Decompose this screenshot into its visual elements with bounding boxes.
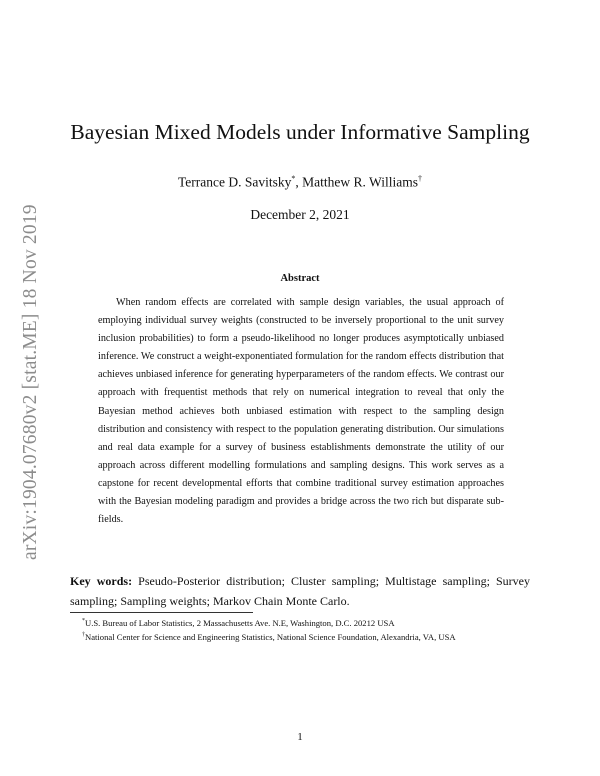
author-line [0, 174, 600, 191]
footnote-rule [70, 612, 253, 613]
arxiv-stamp: arXiv:1904.07680v2 [stat.ME] 18 Nov 2019 [20, 204, 41, 560]
paper-title: Bayesian Mixed Models under Informative Sampling [70, 120, 530, 144]
footnote-item [82, 615, 456, 629]
abstract-heading: Abstract [280, 273, 320, 284]
footnote-mark: * [291, 174, 296, 183]
author-name: Terrance D. Savitsky [178, 174, 292, 190]
page-number: 1 [297, 731, 303, 743]
abstract-body: When random effects are correlated with sample design variables, the usual approach of employing individual survey weights (constructed to be inversely proportional to the unit survey inclusion probabilities) to form a pseudo-likelihood no longer produces asymptotically unbiased inference. We construct a weight-exponentiated formulation for the random effects distribution that achieves unbiased inference for generating hyperparameters of the random effects. We contrast our approach with frequentist methods that rely on numerical integration to reveal that only the Bayesian method achieves both unbiased estimation with respect to the sampling design distribution and consistency with respect to the population generating distribution. Our simulations and real data example for a survey of business establishments demonstrate the utility of our approach across different modelling formulations and sampling designs. This work serves as a capstone for recent developmental efforts that combine traditional survey estimation approaches with the Bayesian modeling paradigm and provides a bridge across the two rich but disparate sub-fields. [98, 297, 504, 526]
footnote-item [82, 629, 456, 643]
paper-date: December 2, 2021 [250, 207, 350, 222]
footnote-text: National Center for Science and Engineering Statistics, National Science Foundation, Alexandria, VA, USA [85, 632, 456, 643]
keywords [70, 571, 530, 611]
author-separator: , [295, 174, 303, 190]
footnote-mark: † [82, 632, 85, 639]
keywords-label: Key words: [70, 574, 133, 588]
footnote-mark: † [417, 174, 422, 183]
author-name: Matthew R. Williams [302, 174, 418, 190]
footnotes [82, 615, 456, 644]
footnote-text: U.S. Bureau of Labor Statistics, 2 Massachusetts Ave. N.E, Washington, D.C. 20212 USA [85, 617, 395, 628]
footnote-mark: * [82, 618, 85, 624]
keywords-text: Pseudo-Posterior distribution; Cluster sampling; Multistage sampling; Survey sampling; Sampling weights; Markov Chain Monte Carlo. [70, 574, 530, 608]
